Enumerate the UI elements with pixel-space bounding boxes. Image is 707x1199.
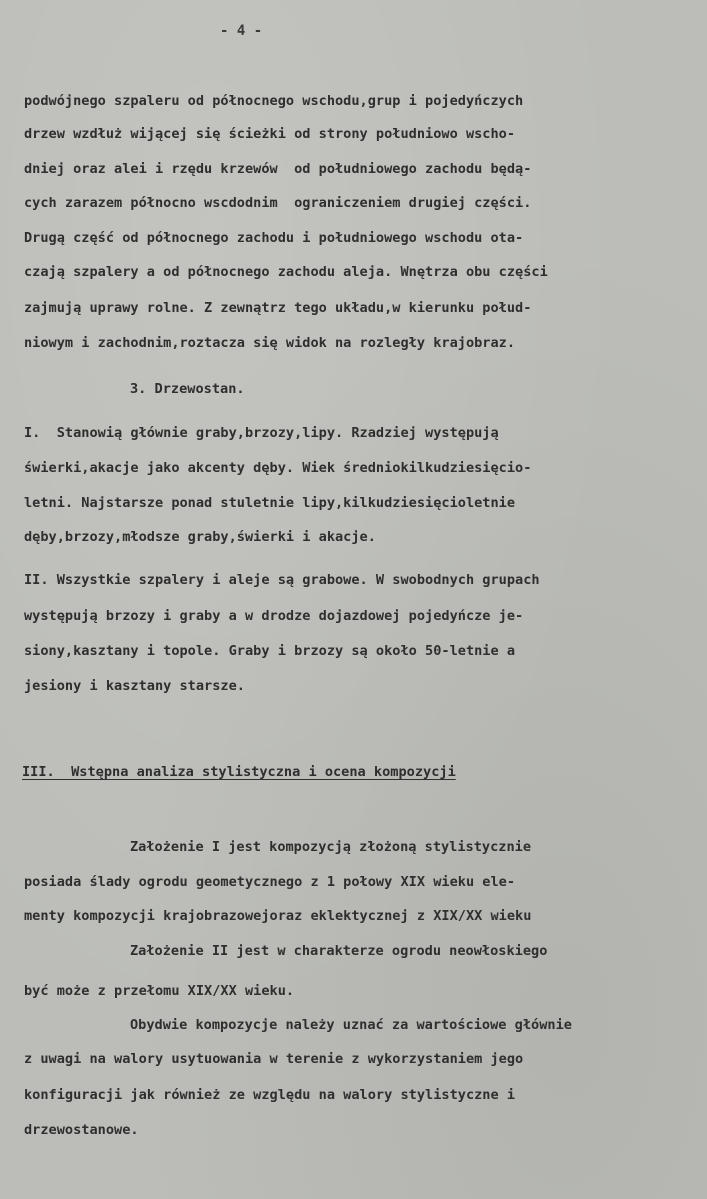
text-line: Obydwie kompozycje należy uznać za wartościowe głównie [130, 1017, 572, 1033]
text-line: Drugą część od północnego zachodu i południowego wschodu ota- [24, 230, 524, 246]
text-line: cych zarazem północno wscdodnim ograniczeniem drugiej części. [24, 195, 532, 211]
text-line: podwójnego szpaleru od północnego wschodu,grup i pojedyńczych [24, 93, 524, 109]
text-line: z uwagi na walory usytuowania w terenie z wykorzystaniem jego [24, 1051, 524, 1067]
section-heading: III. Wstępna analiza stylistyczna i ocena kompozycji [22, 764, 456, 780]
text-line: drzewostanowe. [24, 1122, 139, 1138]
section-title: 3. Drzewostan. [130, 381, 245, 397]
text-line: Założenie II jest w charakterze ogrodu neowłoskiego [130, 943, 548, 959]
text-line: letni. Najstarsze ponad stuletnie lipy,kilkudziesięcioletnie [24, 495, 516, 511]
text-line: czają szpalery a od północnego zachodu aleja. Wnętrza obu części [24, 264, 548, 280]
page-number: - 4 - [220, 23, 263, 39]
text-line: dęby,brzozy,młodsze graby,świerki i akacje. [24, 529, 376, 545]
text-line: niowym i zachodnim,roztacza się widok na rozległy krajobraz. [24, 335, 516, 351]
text-line: menty kompozycji krajobrazowejoraz eklektycznej z XIX/XX wieku [24, 908, 532, 924]
text-line: świerki,akacje jako akcenty dęby. Wiek średniokilkudziesięcio- [24, 460, 532, 476]
text-line: jesiony i kasztany starsze. [24, 678, 245, 694]
text-line: dniej oraz alei i rzędu krzewów od południowego zachodu będą- [24, 161, 532, 177]
text-line: zajmują uprawy rolne. Z zewnątrz tego układu,w kierunku połud- [24, 300, 532, 316]
text-line: Założenie I jest kompozycją złożoną stylistycznie [130, 839, 532, 855]
text-line: być może z przełomu XIX/XX wieku. [24, 983, 295, 999]
text-line: I. Stanowią głównie graby,brzozy,lipy. Rzadziej występują [24, 425, 499, 441]
text-line: II. Wszystkie szpalery i aleje są grabowe. W swobodnych grupach [24, 572, 540, 588]
text-line: drzew wzdłuż wijącej się ścieżki od strony południowo wscho- [24, 126, 516, 142]
text-line: występują brzozy i graby a w drodze dojazdowej pojedyńcze je- [24, 608, 524, 624]
text-line: konfiguracji jak również ze względu na walory stylistyczne i [24, 1087, 516, 1103]
text-line: posiada ślady ogrodu geometycznego z 1 połowy XIX wieku ele- [24, 874, 516, 890]
text-line: siony,kasztany i topole. Graby i brzozy są około 50-letnie a [24, 643, 516, 659]
